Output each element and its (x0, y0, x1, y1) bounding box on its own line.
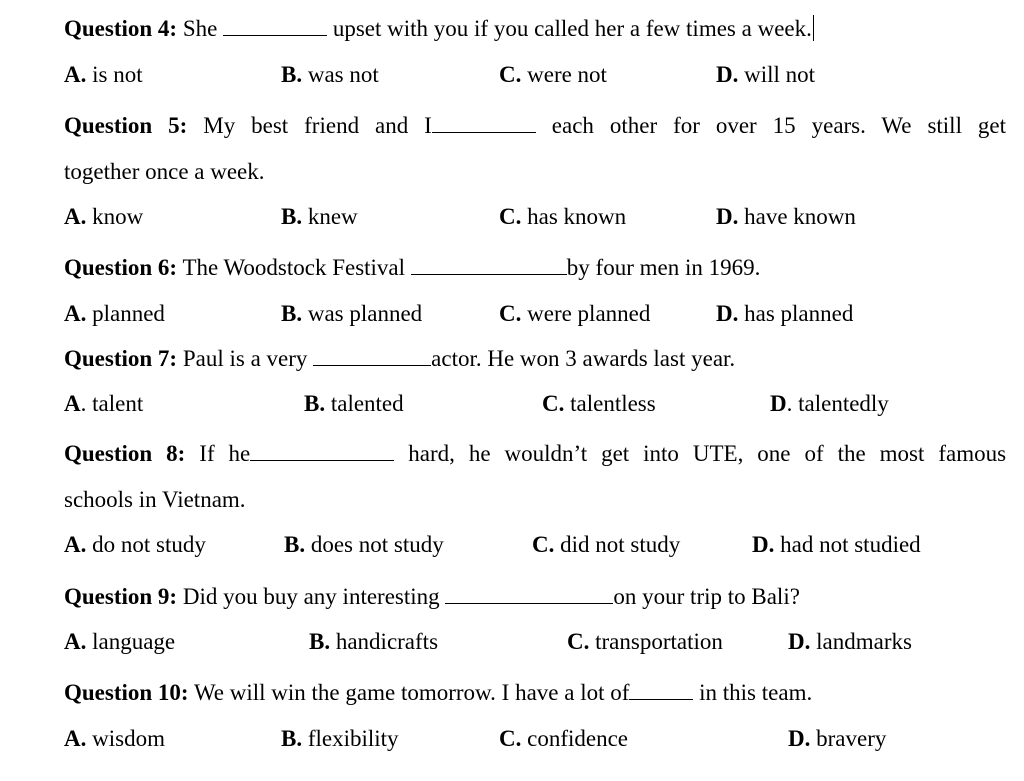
question-6-stem (64, 253, 760, 283)
option-letter: D. (716, 301, 739, 326)
option-text: . talentedly (786, 391, 889, 416)
option-9d[interactable] (788, 627, 912, 657)
option-letter: C. (532, 532, 555, 557)
option-5d[interactable] (716, 202, 856, 232)
option-text: talented (330, 391, 404, 416)
option-letter: C. (567, 629, 590, 654)
option-text: wisdom (92, 726, 165, 751)
option-letter: A. (64, 301, 87, 326)
question-text: by four men in 1969. (566, 255, 761, 280)
text-cursor (813, 15, 814, 41)
question-9-stem (64, 582, 800, 612)
option-letter: A (64, 391, 81, 416)
option-text: know (92, 204, 144, 229)
question-label: Question 10: (64, 680, 189, 705)
question-text: My best friend and I (203, 113, 432, 138)
option-text: have known (744, 204, 856, 229)
option-9a[interactable] (64, 627, 175, 657)
question-10-stem (64, 678, 812, 708)
option-letter: B. (309, 629, 331, 654)
option-text: planned (92, 301, 165, 326)
option-text: transportation (595, 629, 723, 654)
option-text: did not study (560, 532, 681, 557)
option-text: were not (527, 62, 607, 87)
option-8a[interactable] (64, 530, 206, 560)
option-text: landmarks (816, 629, 912, 654)
question-8-stem (64, 439, 1006, 469)
option-text: had not studied (780, 532, 921, 557)
question-text: We will win the game tomorrow. I have a lot of (193, 680, 630, 705)
question-4-stem (64, 14, 814, 44)
answer-blank (629, 697, 693, 700)
answer-blank (250, 458, 394, 461)
option-8d[interactable] (752, 530, 921, 560)
answer-blank (432, 130, 536, 133)
option-7c[interactable] (542, 389, 656, 419)
option-8c[interactable] (532, 530, 680, 560)
option-letter: C. (499, 204, 522, 229)
question-label: Question 4: (64, 16, 178, 41)
option-7d[interactable] (770, 389, 889, 419)
answer-blank (313, 363, 431, 366)
option-text: has known (527, 204, 627, 229)
option-7b[interactable] (304, 389, 404, 419)
option-letter: D. (788, 726, 811, 751)
option-text: do not study (92, 532, 206, 557)
question-text: Paul is a very (182, 346, 308, 371)
option-4b[interactable] (281, 60, 379, 90)
option-letter: D (770, 391, 787, 416)
option-4d[interactable] (716, 60, 815, 90)
option-9b[interactable] (309, 627, 438, 657)
option-text: bravery (816, 726, 887, 751)
option-text: were planned (527, 301, 651, 326)
option-8b[interactable] (284, 530, 444, 560)
option-letter: A. (64, 726, 87, 751)
option-10c[interactable] (499, 724, 628, 754)
option-letter: C. (499, 301, 522, 326)
answer-blank (411, 272, 567, 275)
question-8-continuation: schools in Vietnam. (64, 487, 246, 512)
question-text: If he (199, 441, 251, 466)
question-label: Question 5: (64, 113, 188, 138)
question-text: in this team. (699, 680, 813, 705)
option-letter: B. (281, 301, 303, 326)
option-6a[interactable] (64, 299, 165, 329)
option-letter: C. (499, 726, 522, 751)
option-6d[interactable] (716, 299, 853, 329)
answer-blank (223, 33, 327, 36)
option-5a[interactable] (64, 202, 143, 232)
question-label: Question 7: (64, 346, 178, 371)
question-5-stem (64, 111, 1006, 141)
question-text: She (182, 16, 218, 41)
option-5b[interactable] (281, 202, 358, 232)
option-text: does not study (310, 532, 444, 557)
option-text: confidence (527, 726, 629, 751)
question-text: actor. He won 3 awards last year. (431, 346, 736, 371)
option-text: language (92, 629, 176, 654)
option-letter: A. (64, 629, 87, 654)
question-text: hard, he wouldn’t get into UTE, one of the most famous (408, 441, 1007, 466)
question-text: The Woodstock Festival (182, 255, 406, 280)
option-4c[interactable] (499, 60, 607, 90)
question-text: upset with you if you called her a few times a week. (332, 16, 812, 41)
option-text: will not (744, 62, 816, 87)
option-text: is not (92, 62, 143, 87)
option-text: . talent (80, 391, 144, 416)
option-9c[interactable] (567, 627, 723, 657)
option-text: talentless (570, 391, 656, 416)
question-text: each other for over 15 years. We still get (551, 113, 1007, 138)
option-10d[interactable] (788, 724, 886, 754)
question-label: Question 9: (64, 584, 178, 609)
option-letter: D. (788, 629, 811, 654)
option-5c[interactable] (499, 202, 626, 232)
option-text: handicrafts (335, 629, 439, 654)
question-label: Question 8: (64, 441, 186, 466)
option-7a[interactable] (64, 389, 143, 419)
option-letter: B. (304, 391, 326, 416)
option-letter: B. (281, 204, 303, 229)
option-letter: A. (64, 204, 87, 229)
question-5-continuation: together once a week. (64, 159, 265, 184)
option-letter: D. (752, 532, 775, 557)
option-text: knew (307, 204, 358, 229)
option-text: was not (307, 62, 379, 87)
option-letter: D. (716, 204, 739, 229)
option-letter: C. (499, 62, 522, 87)
option-letter: C. (542, 391, 565, 416)
question-text: on your trip to Bali? (613, 584, 800, 609)
option-10a[interactable] (64, 724, 165, 754)
question-label: Question 6: (64, 255, 178, 280)
answer-blank (445, 601, 613, 604)
option-letter: B. (284, 532, 306, 557)
option-text: flexibility (307, 726, 399, 751)
option-6b[interactable] (281, 299, 422, 329)
option-text: was planned (307, 301, 423, 326)
question-7-stem (64, 344, 735, 374)
option-10b[interactable] (281, 724, 399, 754)
option-letter: D. (716, 62, 739, 87)
option-letter: A. (64, 532, 87, 557)
option-letter: A. (64, 62, 87, 87)
option-letter: B. (281, 726, 303, 751)
question-text: Did you buy any interesting (182, 584, 440, 609)
option-6c[interactable] (499, 299, 650, 329)
option-text: has planned (744, 301, 854, 326)
option-4a[interactable] (64, 60, 143, 90)
option-letter: B. (281, 62, 303, 87)
